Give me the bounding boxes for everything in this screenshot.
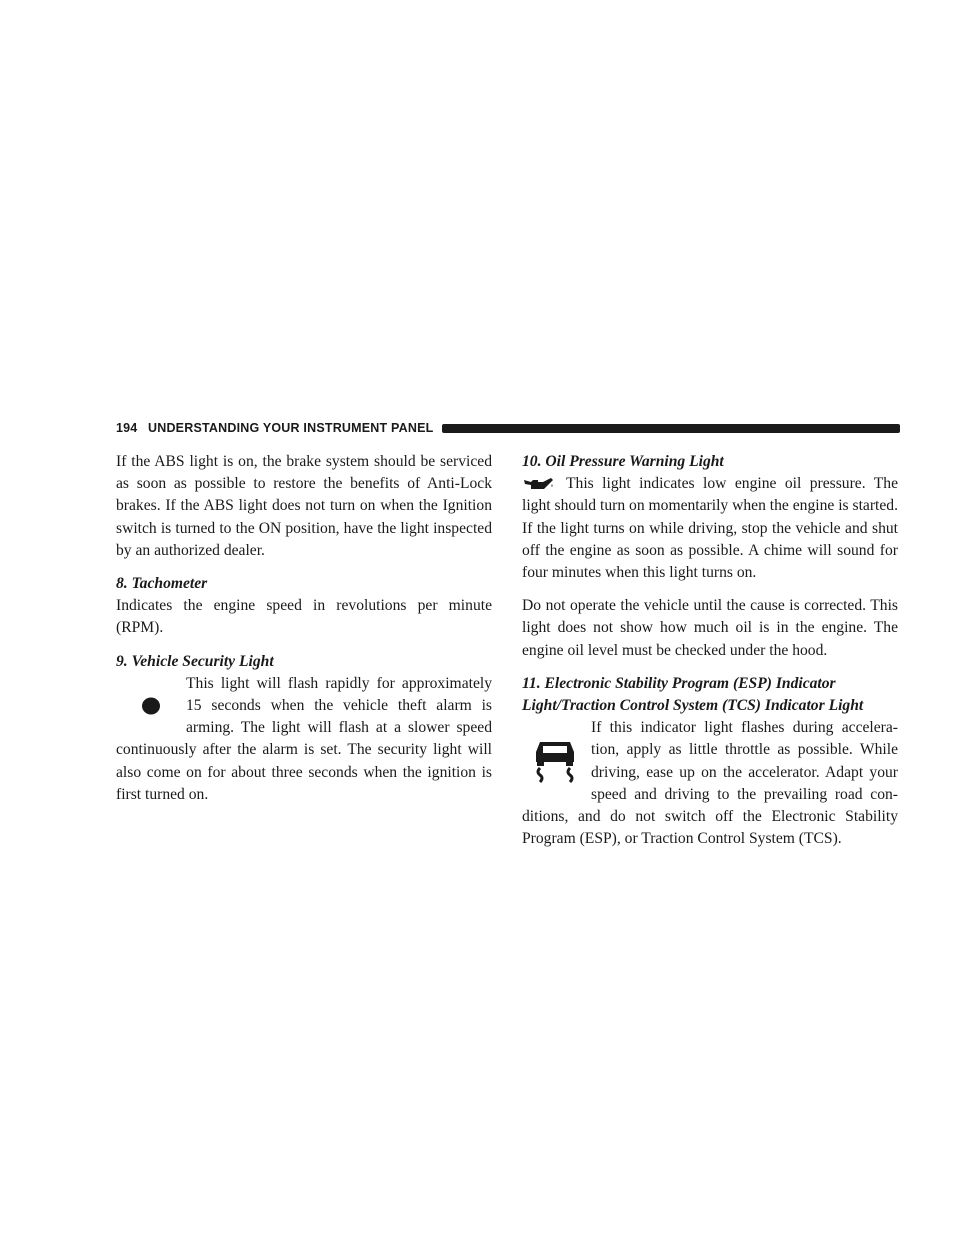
page-header xyxy=(116,420,900,438)
security-text: This light will flash rapidly for approximately 15 seconds when the vehicle theft alarm is arming. The light will flash at a slower speed continuously after the alarm is set. The security light will also come on for about three seconds when the ignition is first turned on. xyxy=(116,674,492,803)
esp-heading-line-2: Light/Traction Control System (TCS) Indicator Light xyxy=(522,697,864,715)
oil-heading: 10. Oil Pressure Warning Light xyxy=(522,453,724,470)
tachometer-heading: 8. Tachometer xyxy=(116,575,208,593)
tachometer-text: Indicates the engine speed in revolutions per minute (RPM). xyxy=(116,597,492,637)
right-column xyxy=(522,451,898,861)
oil-text: This light indicates low engine oil pressure. The light should turn on momentarily when the engine is started. If the light turns on while driving, stop the vehicle and shut off the engine as soon as possible. A chime will sound for four minutes when this light turns on. xyxy=(522,475,898,582)
esp-text: If this indicator light flashes during accelera-tion, apply as little throttle as possible. While driving, ease up on the accelerator. Adapt your speed and driving to the prevailing road con-ditions, and do not switch off the Electronic Stability Program (ESP), or Traction Control System (TCS). xyxy=(522,719,898,848)
skidding-car-icon xyxy=(522,717,591,805)
security-heading: 9. Vehicle Security Light xyxy=(116,652,274,670)
header-rule xyxy=(442,424,900,433)
security-light-icon xyxy=(116,673,186,739)
left-column xyxy=(116,451,492,817)
abs-paragraph: If the ABS light is on, the brake system should be serviced as soon as possible to restore the benefits of Anti-Lock brakes. If the ABS light does not turn on when the Ignition switch is turned to the ON position, have the light inspected by an authorized dealer. xyxy=(116,453,492,559)
oil-can-icon xyxy=(522,473,566,495)
esp-heading-line-1: 11. Electronic Stability Program (ESP) Indicator xyxy=(522,674,836,692)
section-title: UNDERSTANDING YOUR INSTRUMENT PANEL xyxy=(148,421,434,435)
oil-text-2: Do not operate the vehicle until the cause is corrected. This light does not show how much oil is in the engine. The engine oil level must be checked under the hood. xyxy=(522,597,898,659)
page-number: 194 xyxy=(116,421,138,435)
